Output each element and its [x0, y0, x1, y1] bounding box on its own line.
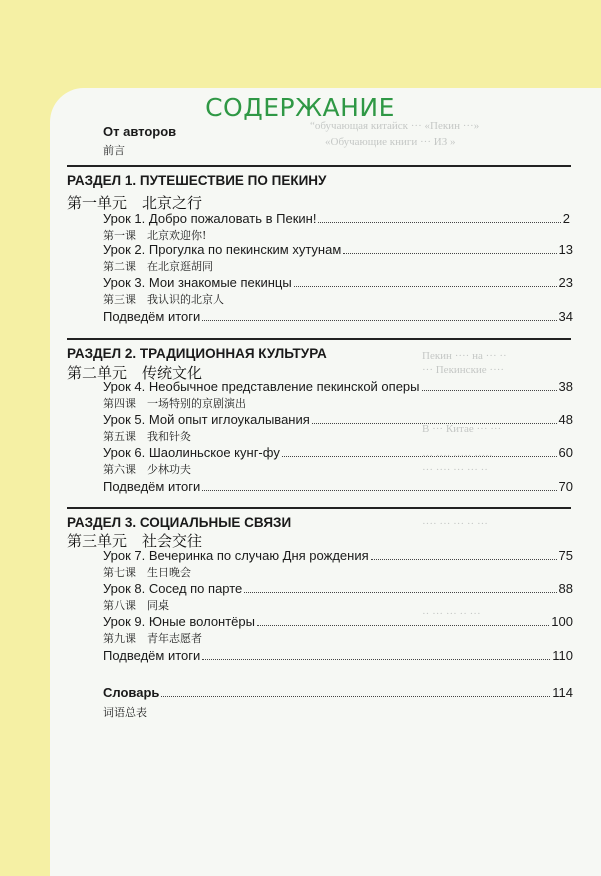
dot-leader	[343, 253, 556, 254]
bleed-through-text: “обучающая китайск ··· «Пекин ···»	[310, 120, 480, 132]
page-number: 13	[558, 242, 573, 257]
lesson-label: Урок 5. Мой опыт иглоукалывания	[103, 412, 310, 427]
dictionary-chinese: 词语总表	[103, 706, 147, 719]
bleed-through-text: ··· ···· ····· ·····	[422, 450, 493, 462]
page-number: 23	[558, 275, 573, 290]
toc-entry-lesson-5[interactable]	[103, 412, 573, 427]
section-3-title: РАЗДЕЛ 3. СОЦИАЛЬНЫЕ СВЯЗИ	[67, 515, 292, 530]
bleed-through-text: ···· ··· ··· ·· ···	[422, 518, 488, 530]
page-number: 2	[562, 211, 570, 226]
section-divider	[67, 165, 571, 167]
lesson-label: Урок 8. Сосед по парте	[103, 581, 243, 596]
dot-leader	[371, 559, 557, 560]
lesson-label: Урок 6. Шаолиньское кунг-фу	[103, 445, 280, 460]
bleed-through-text: ·· ··· ··· ·· ···	[422, 608, 481, 620]
review-label: Подведём итоги	[103, 309, 201, 324]
page-number: 75	[558, 548, 573, 563]
dot-leader	[244, 592, 556, 593]
toc-entry-lesson-9[interactable]	[103, 614, 573, 629]
lesson-1-chinese: 第一课 北京欢迎你!	[103, 229, 207, 242]
toc-entry-dictionary[interactable]	[103, 685, 573, 700]
lesson-5-chinese: 第五课 我和针灸	[103, 430, 191, 443]
review-label: Подведём итоги	[103, 648, 201, 663]
page-number: 60	[558, 445, 573, 460]
dictionary-label: Словарь	[103, 685, 160, 700]
page-title: СОДЕРЖАНИЕ	[205, 93, 395, 122]
toc-entry-lesson-7[interactable]	[103, 548, 573, 563]
dot-leader	[312, 423, 557, 424]
page-number: 114	[552, 685, 573, 700]
dot-leader	[318, 222, 560, 223]
page-number: 38	[558, 379, 573, 394]
lesson-label: Урок 9. Юные волонтёры	[103, 614, 255, 629]
page-number: 100	[551, 614, 573, 629]
preface-chinese: 前言	[103, 144, 125, 157]
toc-entry-review-1[interactable]	[103, 309, 573, 324]
bleed-through-text: В ··· Китае ··· ···	[422, 423, 502, 435]
page-number: 88	[558, 581, 573, 596]
dot-leader	[422, 390, 557, 391]
page-number: 70	[558, 479, 573, 494]
lesson-label: Урок 2. Прогулка по пекинским хутунам	[103, 242, 342, 257]
toc-entry-lesson-2[interactable]	[103, 242, 573, 257]
lesson-label: Урок 1. Добро пожаловать в Пекин!	[103, 211, 317, 226]
section-1-title: РАЗДЕЛ 1. ПУТЕШЕСТВИЕ ПО ПЕКИНУ	[67, 173, 327, 188]
dot-leader	[202, 659, 550, 660]
preface-title[interactable]: От авторов	[103, 124, 177, 139]
lesson-label: Урок 3. Мои знакомые пекинцы	[103, 275, 292, 290]
dot-leader	[202, 320, 556, 321]
lesson-8-chinese: 第八课 同桌	[103, 599, 169, 612]
toc-entry-lesson-4[interactable]	[103, 379, 573, 394]
section-3-unit: 第三单元 社会交往	[67, 532, 203, 550]
dot-leader	[161, 696, 550, 697]
bleed-through-text: ··· ···· ··· ··· ··	[422, 464, 488, 476]
bleed-through-text: ··· Пекинские ····	[422, 364, 505, 376]
dot-leader	[282, 456, 557, 457]
dot-leader	[294, 286, 557, 287]
lesson-7-chinese: 第七课 生日晚会	[103, 566, 191, 579]
section-divider	[67, 338, 571, 340]
toc-entry-lesson-8[interactable]	[103, 581, 573, 596]
toc-entry-lesson-3[interactable]	[103, 275, 573, 290]
bleed-through-text: Пекин ···· на ··· ··	[422, 350, 507, 362]
page-number: 34	[558, 309, 573, 324]
review-label: Подведём итоги	[103, 479, 201, 494]
toc-entry-lesson-1[interactable]	[103, 211, 570, 226]
dot-leader	[257, 625, 549, 626]
section-divider	[67, 507, 571, 509]
lesson-9-chinese: 第九课 青年志愿者	[103, 632, 202, 645]
section-1-unit: 第一单元 北京之行	[67, 194, 203, 212]
page-number: 48	[558, 412, 573, 427]
dot-leader	[202, 490, 556, 491]
lesson-4-chinese: 第四课 一场特别的京剧演出	[103, 397, 246, 410]
lesson-3-chinese: 第三课 我认识的北京人	[103, 293, 224, 306]
toc-entry-review-3[interactable]	[103, 648, 573, 663]
toc-entry-lesson-6[interactable]	[103, 445, 573, 460]
section-2-title: РАЗДЕЛ 2. ТРАДИЦИОННАЯ КУЛЬТУРА	[67, 346, 327, 361]
page-number: 110	[552, 648, 573, 663]
lesson-label: Урок 4. Необычное представление пекинской оперы	[103, 379, 420, 394]
lesson-6-chinese: 第六课 少林功夫	[103, 463, 191, 476]
bleed-through-text: «Обучающие книги ··· ИЗ »	[325, 136, 456, 148]
section-2-unit: 第二单元 传统文化	[67, 364, 203, 382]
lesson-label: Урок 7. Вечеринка по случаю Дня рождения	[103, 548, 369, 563]
lesson-2-chinese: 第二课 在北京逛胡同	[103, 260, 213, 273]
toc-entry-review-2[interactable]	[103, 479, 573, 494]
